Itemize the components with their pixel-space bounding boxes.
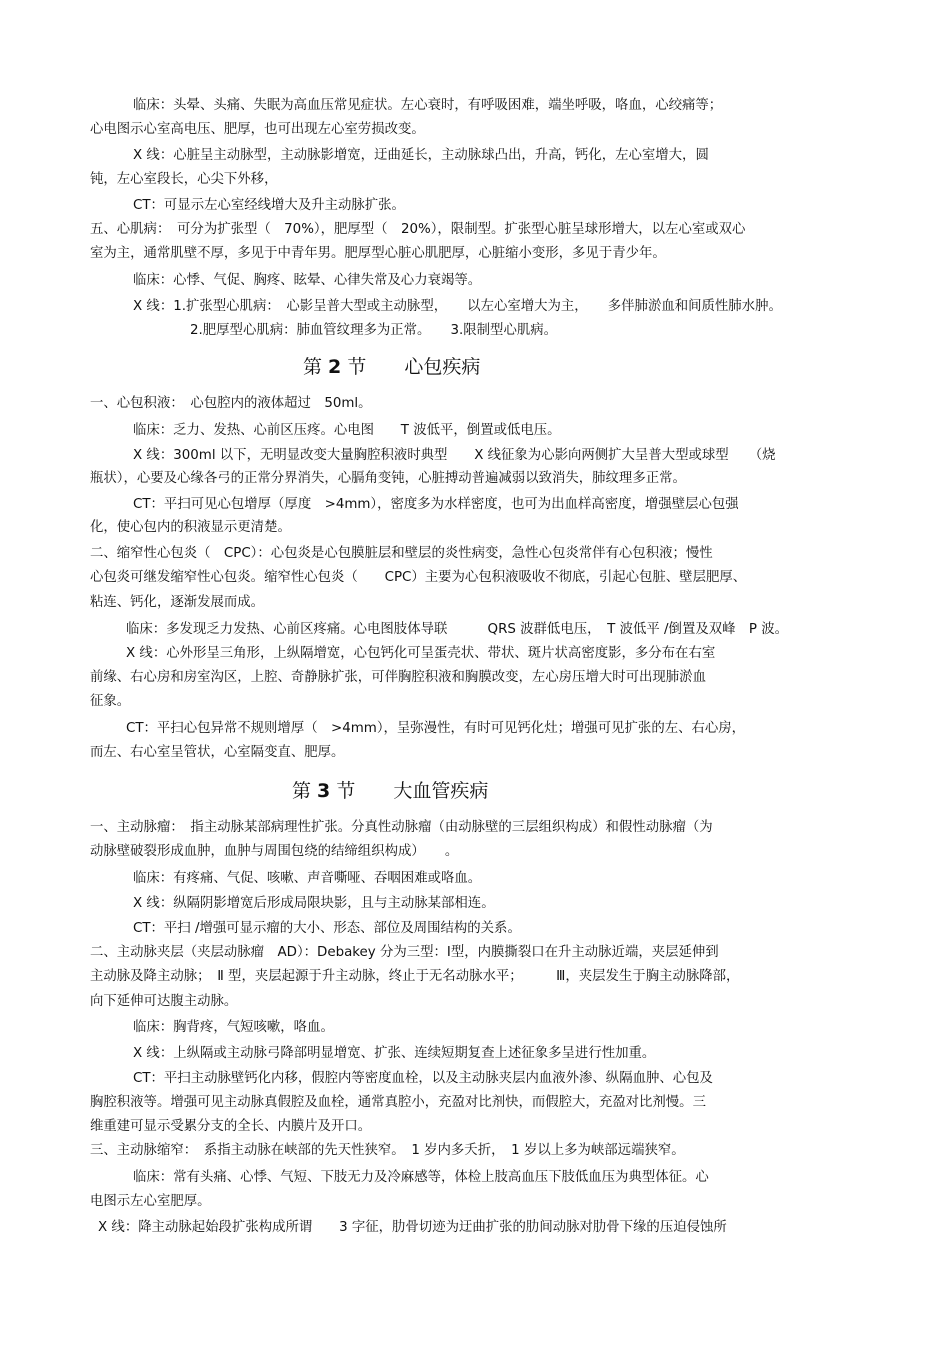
paragraph-line: 临床：常有头痛、心悸、气短、下肢无力及冷麻感等，体检上肢高血压下肢低血压为典型体征。心 xyxy=(133,1170,709,1185)
paragraph-line: X 线：心外形呈三角形，上纵隔增宽，心包钙化可呈蛋壳状、带状、斑片状高密度影，多分布在右室 xyxy=(126,646,716,661)
paragraph-line: 胸腔积液等。增强可见主动脉真假腔及血栓，通常真腔小，充盈对比剂快，而假腔大，充盈对比剂慢。三 xyxy=(90,1095,706,1110)
paragraph-line: 一、主动脉瘤： 指主动脉某部病理性扩张。分真性动脉瘤（由动脉壁的三层组织构成）和假性动脉瘤（为 xyxy=(90,820,713,835)
paragraph-line: 维重建可显示受累分支的全长、内膜片及开口。 xyxy=(90,1119,372,1134)
paragraph-line: X 线：上纵隔或主动脉弓降部明显增宽、扩张、连续短期复查上述征象多呈进行性加重。 xyxy=(133,1046,656,1061)
paragraph-line: 主动脉及降主动脉； Ⅱ 型，夹层起源于升主动脉，终止于无名动脉水平； Ⅲ，夹层发生于胸主动脉降部， xyxy=(90,969,740,984)
paragraph-line: 三、主动脉缩窄： 系指主动脉在峡部的先天性狭窄。 1 岁内多夭折， 1 岁以上多为峡部远端狭窄。 xyxy=(90,1143,685,1158)
paragraph-line: 瓶状），心要及心缘各弓的正常分界消失，心膈角变钝，心脏搏动普遍减弱以致消失，肺纹理多正常。 xyxy=(90,471,686,486)
paragraph-line: 二、缩窄性心包炎（ CPC）：心包炎是心包膜脏层和壁层的炎性病变，急性心包炎常伴有心包积液；慢性 xyxy=(90,546,713,561)
paragraph-line: 室为主，通常肌壁不厚，多见于中青年男。肥厚型心脏心肌肥厚，心脏缩小变形，多见于青少年。 xyxy=(90,246,666,261)
paragraph-line: 征象。 xyxy=(90,694,131,709)
paragraph-line: 心电图示心室高电压、肥厚，也可出现左心室劳损改变。 xyxy=(90,122,425,137)
paragraph-line: 临床：心悸、气促、胸疼、眩晕、心律失常及心力衰竭等。 xyxy=(133,273,482,288)
paragraph-line: 粘连、钙化，逐渐发展而成。 xyxy=(90,595,265,610)
section-heading: 第 2 节 心包疾病 xyxy=(303,356,481,378)
paragraph-line: X 线：心脏呈主动脉型，主动脉影增宽，迂曲延长，主动脉球凸出，升高，钙化，左心室增大，圆 xyxy=(133,148,709,163)
paragraph-line: 向下延伸可达腹主动脉。 xyxy=(90,994,238,1009)
paragraph-line: CT：可显示左心室经线增大及升主动脉扩张。 xyxy=(133,198,405,213)
paragraph-line: 动脉壁破裂形成血肿，血肿与周围包绕的结缔组织构成） 。 xyxy=(90,844,459,859)
paragraph-line: CT：平扫 /增强可显示瘤的大小、形态、部位及周围结构的关系。 xyxy=(133,921,521,936)
paragraph-line: 临床：多发现乏力发热、心前区疼痛。心电图肢体导联 QRS 波群低电压， T 波低平 /倒置及双峰 P 波。 xyxy=(126,622,789,637)
paragraph-line: 临床：有疼痛、气促、咳嗽、声音嘶哑、吞咽困难或咯血。 xyxy=(133,871,482,886)
paragraph-line: 前缘、右心房和房室沟区，上腔、奇静脉扩张，可伴胸腔积液和胸膜改变，左心房压增大时可出现肺淤血 xyxy=(90,670,706,685)
paragraph-line: X 线：1.扩张型心肌病： 心影呈普大型或主动脉型， 以左心室增大为主， 多伴肺淤血和间质性肺水肿。 xyxy=(133,299,782,314)
paragraph-line: 钝，左心室段长，心尖下外移， xyxy=(90,172,278,187)
paragraph-line: 临床：乏力、发热、心前区压疼。心电图 T 波低平，倒置或低电压。 xyxy=(133,423,561,438)
paragraph-line: X 线：降主动脉起始段扩张构成所谓 3 字征，肋骨切迹为迂曲扩张的肋间动脉对肋骨下缘的压迫侵蚀所 xyxy=(98,1220,727,1235)
paragraph-line: 二、主动脉夹层（夹层动脉瘤 AD）：Debakey 分为三型：Ⅰ型，内膜撕裂口在升主动脉近端，夹层延伸到 xyxy=(90,945,719,960)
paragraph-line: X 线：300ml 以下，无明显改变大量胸腔积液时典型 X 线征象为心影向两侧扩大呈普大型或球型 （烧 xyxy=(133,448,776,463)
paragraph-line: 2.肥厚型心肌病：肺血管纹理多为正常。 3.限制型心肌病。 xyxy=(190,323,558,338)
paragraph-line: CT：平扫心包异常不规则增厚（ >4mm），呈弥漫性，有时可见钙化灶；增强可见扩张的左、右心房， xyxy=(126,721,746,736)
paragraph-line: 临床：头晕、头痛、失眠为高血压常见症状。左心衰时，有呼吸困难，端坐呼吸，咯血，心绞痛等； xyxy=(133,98,723,113)
paragraph-line: 五、心肌病： 可分为扩张型（ 70%），肥厚型（ 20%），限制型。扩张型心脏呈球形增大，以左心室或双心 xyxy=(90,222,746,237)
section-heading: 第 3 节 大血管疾病 xyxy=(292,780,489,802)
paragraph-line: CT：平扫主动脉壁钙化内移，假腔内等密度血栓，以及主动脉夹层内血液外渗、纵隔血肿、心包及 xyxy=(133,1071,713,1086)
paragraph-line: 一、心包积液： 心包腔内的液体超过 50ml。 xyxy=(90,396,372,411)
paragraph-line: 而左、右心室呈管状，心室隔变直、肥厚。 xyxy=(90,745,345,760)
paragraph-line: 临床：胸背疼，气短咳嗽，咯血。 xyxy=(133,1020,334,1035)
paragraph-line: 化，使心包内的积液显示更清楚。 xyxy=(90,520,291,535)
paragraph-line: X 线：纵隔阴影增宽后形成局限块影，且与主动脉某部相连。 xyxy=(133,896,495,911)
paragraph-line: 电图示左心室肥厚。 xyxy=(90,1194,211,1209)
paragraph-line: 心包炎可继发缩窄性心包炎。缩窄性心包炎（ CPC）主要为心包积液吸收不彻底，引起心包脏、壁层肥厚、 xyxy=(90,570,747,585)
paragraph-line: CT：平扫可见心包增厚（厚度 >4mm），密度多为水样密度，也可为出血样高密度，增强壁层心包强 xyxy=(133,497,739,512)
